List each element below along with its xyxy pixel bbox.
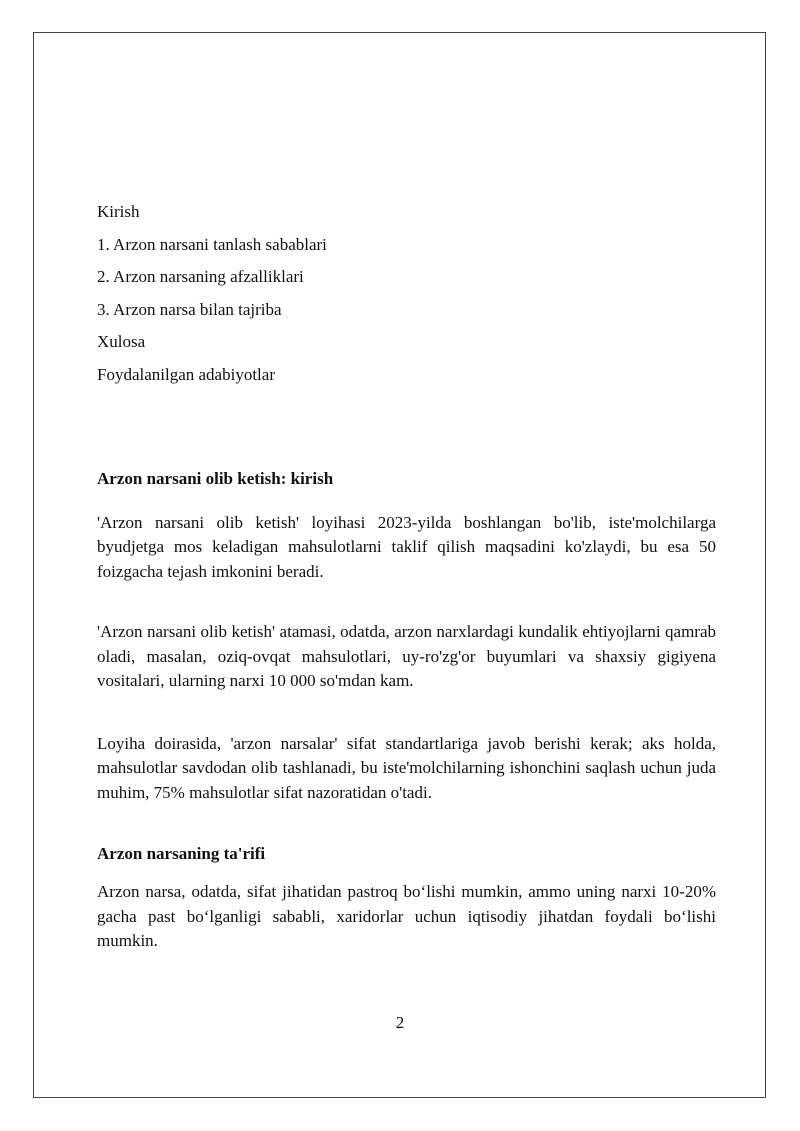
paragraph: 'Arzon narsani olib ketish' atamasi, odatda, arzon narxlardagi kundalik ehtiyojlarni qamrab oladi, masalan, oziq-ovqat mahsulotlari, uy-ro'zg'or buyumlari va shaxsiy gigiyena vositalari, ularning narxi 10 000 so'mdan kam.: [97, 622, 716, 691]
table-of-contents: [97, 198, 716, 394]
paragraph: Arzon narsa, odatda, sifat jihatidan pastroq boʻlishi mumkin, ammo uning narxi 10-20% gacha past boʻlganligi sababli, xaridorlar uchun iqtisodiy jihatdan foydali boʻlishi mumkin.: [97, 882, 716, 951]
section-heading-intro: Arzon narsani olib ketish: kirish: [97, 468, 334, 488]
toc-item-conclusion: Xulosa: [97, 332, 146, 352]
document-body: [97, 198, 716, 954]
paragraph: Loyiha doirasida, 'arzon narsalar' sifat standartlariga javob berishi kerak; aks holda, mahsulotlar savdodan olib tashlanadi, bu iste'molchilarning ishonchini saqlash uchun juda muhim, 75% mahsulotlar sifat nazoratidan o'tadi.: [97, 733, 716, 802]
paragraph: 'Arzon narsani olib ketish' loyihasi 2023-yilda boshlangan bo'lib, iste'molchilarga byudjetga mos keladigan mahsulotlarni taklif qilish maqsadini ko'zlaydi, bu esa 50 foizgacha tejash imkonini beradi.: [97, 512, 716, 581]
page-number: 2: [395, 1013, 405, 1032]
section-heading-definition: Arzon narsaning ta'rifi: [97, 844, 266, 864]
toc-item-2: 2. Arzon narsaning afzalliklari: [97, 267, 304, 287]
toc-item-1: 1. Arzon narsani tanlash sabablari: [97, 234, 327, 254]
toc-item-3: 3. Arzon narsa bilan tajriba: [97, 299, 282, 319]
toc-item-intro: Kirish: [97, 202, 140, 221]
toc-item-references: Foydalanilgan adabiyotlar: [97, 364, 275, 384]
